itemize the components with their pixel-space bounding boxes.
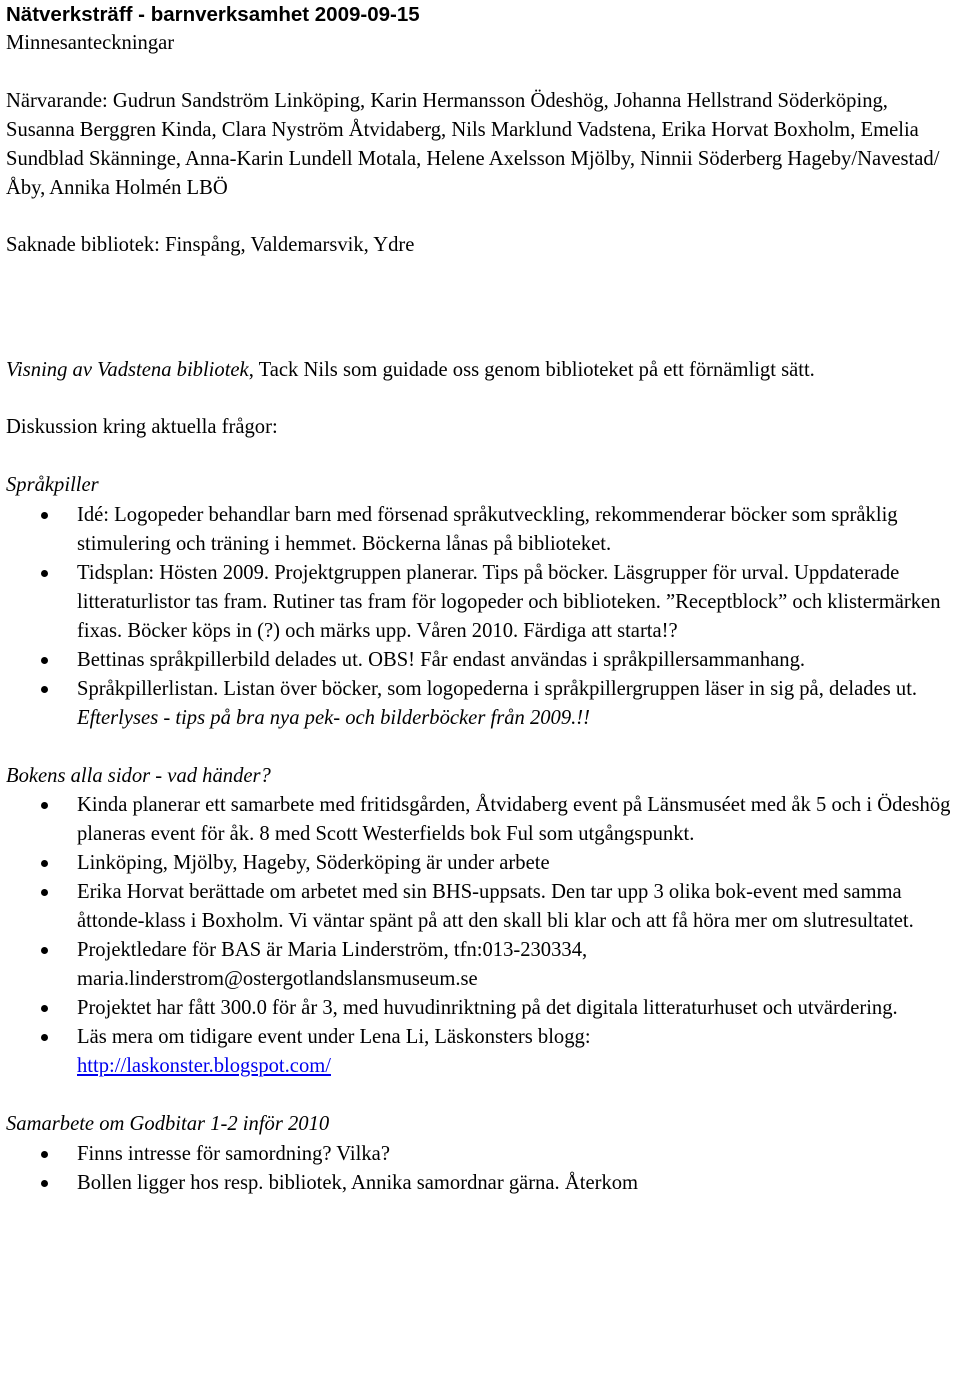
list-item-text: Tidsplan: Hösten 2009. Projektgruppen planerar. Tips på böcker. Läsgrupper för urval. Uppdaterade litteraturlistor tas fram. Rutiner tas fram för logopeder och biblioteken. ”Receptblock” och klistermärken fixas. Böcker köps in (?) och märks upp. Våren 2010. Färdiga att starta!? xyxy=(77,562,941,642)
document-page xyxy=(6,0,958,1198)
list-item-text: Erika Horvat berättade om arbetet med sin BHS-uppsats. Den tar upp 3 olika bok-event med samma åttonde-klass i Boxholm. Vi väntar spänt på att den skall bli klar och att få höra mer om slutresultatet. xyxy=(77,881,914,932)
bullet-icon xyxy=(41,657,48,664)
document-subtitle: Minnesanteckningar xyxy=(6,32,175,54)
list-item xyxy=(6,646,958,675)
list-item-text: Läs mera om tidigare event under Lena Li, Läskonsters blogg: xyxy=(77,1026,591,1048)
list-item-text: Projektet har fått 300.0 för år 3, med huvudinriktning på det digitala litteraturhuset och utvärdering. xyxy=(77,997,898,1019)
list-item-emphasis: Efterlyses - tips på bra nya pek- och bilderböcker från 2009.!! xyxy=(77,707,591,729)
bullet-icon xyxy=(41,1005,48,1012)
discussion-heading: Diskussion kring aktuella frågor: xyxy=(6,416,278,438)
list-item-text: Kinda planerar ett samarbete med fritidsgården, Åtvidaberg event på Länsmuséet med åk 5 och i Ödeshög planeras event för åk. 8 med Scott Westerfields bok Ful som utgångspunkt. xyxy=(77,794,951,845)
bullet-icon xyxy=(41,1151,48,1158)
bullet-icon xyxy=(41,802,48,809)
list-item xyxy=(6,791,958,849)
list-item xyxy=(6,675,958,733)
visit-heading: Visning av Vadstena bibliotek xyxy=(6,359,249,381)
blog-link[interactable]: http://laskonster.blogspot.com/ xyxy=(77,1055,331,1077)
list-item-text: Bettinas språkpillerbild delades ut. OBS! Får endast användas i språkpillersammanhang. xyxy=(77,649,806,671)
list-item-text: Projektledare för BAS är Maria Linderström, tfn:013-230334, maria.linderstrom@ostergotlandslansmuseum.se xyxy=(77,939,588,990)
visit-text: , Tack Nils som guidade oss genom biblioteket på ett förnämligt sätt. xyxy=(248,359,815,381)
section-heading-sprakpiller: Språkpiller xyxy=(6,474,99,496)
section-heading-bokens: Bokens alla sidor - vad händer? xyxy=(6,765,271,787)
document-title: Nätverksträff - barnverksamhet 2009-09-15 xyxy=(6,3,420,26)
bullet-icon xyxy=(41,889,48,896)
list-item-text: Linköping, Mjölby, Hageby, Söderköping är under arbete xyxy=(77,852,550,874)
list-item xyxy=(6,994,958,1023)
list-item xyxy=(6,878,958,936)
list-item-text: Finns intresse för samordning? Vilka? xyxy=(77,1143,390,1165)
bullet-icon xyxy=(41,947,48,954)
bullet-icon xyxy=(41,1034,48,1041)
bullet-icon xyxy=(41,512,48,519)
list-item xyxy=(6,501,958,559)
sprakpiller-list xyxy=(6,501,958,733)
list-item xyxy=(6,936,958,994)
list-item xyxy=(6,1169,958,1198)
section-heading-samarbete: Samarbete om Godbitar 1-2 inför 2010 xyxy=(6,1113,330,1135)
bokens-list xyxy=(6,791,958,1081)
list-item xyxy=(6,1023,958,1081)
visit-paragraph xyxy=(6,356,958,385)
bullet-icon xyxy=(41,1180,48,1187)
list-item-text: Bollen ligger hos resp. bibliotek, Annika samordnar gärna. Återkom xyxy=(77,1172,639,1194)
list-item-text: Språkpillerlistan. Listan över böcker, som logopederna i språkpillergruppen läser in sig på, delades ut. xyxy=(77,678,918,700)
bullet-icon xyxy=(41,686,48,693)
missing-libraries-paragraph: Saknade bibliotek: Finspång, Valdemarsvik, Ydre xyxy=(6,234,415,256)
bullet-icon xyxy=(41,570,48,577)
list-item xyxy=(6,559,958,646)
bullet-icon xyxy=(41,860,48,867)
list-item xyxy=(6,1140,958,1169)
list-item-text: Idé: Logopeder behandlar barn med försenad språkutveckling, rekommenderar böcker som språklig stimulering och träning i hemmet. Böckerna lånas på biblioteket. xyxy=(77,504,898,555)
list-item xyxy=(6,849,958,878)
samarbete-list xyxy=(6,1140,958,1198)
attendees-paragraph: Närvarande: Gudrun Sandström Linköping, Karin Hermansson Ödeshög, Johanna Hellstrand Söderköping, Susanna Berggren Kinda, Clara Nyström Åtvidaberg, Nils Marklund Vadstena, Erika Horvat Boxholm, Emelia Sundblad Skänninge, Anna-Karin Lundell Motala, Helene Axelsson Mjölby, Ninnii Söderberg Hageby/Navestad/Åby, Annika Holmén LBÖ xyxy=(6,90,940,199)
